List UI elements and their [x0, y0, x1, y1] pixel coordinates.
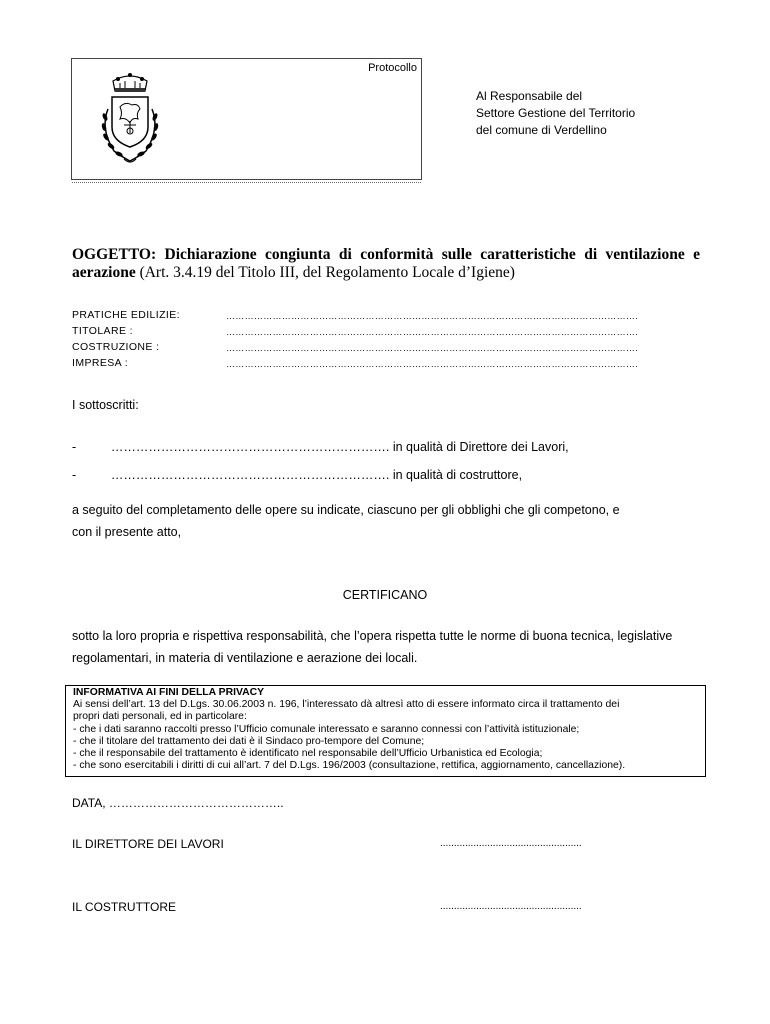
header-box	[71, 58, 422, 180]
field-label-pratiche: PRATICHE EDILIZIE:	[72, 309, 180, 321]
subject-reference: (Art. 3.4.19 del Titolo III, del Regolamento Locale d’Igiene)	[139, 264, 515, 281]
builder-signature-line: ...................................................	[440, 901, 582, 912]
privacy-line: - che sono esercitabili i diritti di cui all’art. 7 del D.Lgs. 196/2003 (consultazione, rettifica, aggiornamento, cancellazione).	[73, 760, 626, 772]
director-signature-line: ...................................................	[440, 838, 582, 849]
field-label-costruzione: COSTRUZIONE :	[72, 341, 160, 353]
signer-line-builder: - …………………………………………………………. in qualità di costruttore,	[72, 468, 523, 482]
following-line-2: con il presente atto,	[72, 525, 182, 539]
subject-label: OGGETTO:	[72, 246, 157, 263]
builder-signature-label: IL COSTRUTTORE	[72, 900, 177, 914]
director-signature-label: IL DIRETTORE DEI LAVORI	[72, 837, 224, 851]
undersigned-label: I sottoscritti:	[72, 398, 139, 412]
subject-title: Dichiarazione congiunta di conformità sulle caratteristiche di ventilazione e aerazione	[72, 246, 700, 281]
recipient-line-2: Settore Gestione del Territorio	[476, 106, 636, 120]
subject	[72, 246, 700, 282]
field-label-titolare: TITOLARE :	[72, 325, 133, 337]
field-dots-costruzione: …………………………………………………………………………………………………………………….	[226, 343, 638, 353]
field-dots-impresa: …………………………………………………………………………………………………………………….	[226, 359, 638, 369]
date-line: DATA, ……………………………………..	[72, 796, 284, 810]
statement-line-2: regolamentari, in materia di ventilazione e aerazione dei locali.	[72, 651, 418, 665]
privacy-line: - che i dati saranno raccolti presso l’Ufficio comunale interessato e saranno connessi con l’attività istituzionale;	[73, 723, 580, 735]
following-line-1: a seguito del completamento delle opere su indicate, ciascuno per gli obblighi che gli competono, e	[72, 503, 620, 517]
privacy-line: propri dati personali, ed in particolare:	[73, 711, 247, 723]
signer-line-director: - …………………………………………………………. in qualità di Direttore dei Lavori,	[72, 440, 569, 454]
field-label-impresa: IMPRESA :	[72, 357, 129, 369]
privacy-notice	[65, 685, 706, 777]
privacy-line: - che il responsabile del trattamento è identificato nel responsabile dell’Ufficio Urbanistica ed Ecologia;	[73, 748, 543, 760]
field-dots-pratiche: …………………………………………………………………………………………………………………….	[226, 311, 638, 321]
recipient-line-1: Al Responsabile del	[476, 89, 583, 103]
privacy-line: - che il titolare del trattamento dei dati è il Sindaco pro-tempore del Comune;	[73, 735, 425, 747]
privacy-line: Ai sensi dell’art. 13 del D.Lgs. 30.06.2003 n. 196, l’interessato dà altresì atto di essere informato circa il trattamento dei	[73, 699, 620, 711]
statement-line-1: sotto la loro propria e rispettiva responsabilità, che l’opera rispetta tutte le norme di buona tecnica, legislative	[72, 629, 673, 643]
field-dots-titolare: …………………………………………………………………………………………………………………….	[226, 327, 638, 337]
privacy-title: INFORMATIVA AI FINI DELLA PRIVACY	[73, 687, 265, 698]
protocol-label: Protocollo	[368, 62, 417, 74]
recipient-line-3: del comune di Verdellino	[476, 123, 607, 137]
coat-of-arms-icon	[90, 69, 170, 169]
certify-heading: CERTIFICANO	[342, 588, 428, 602]
